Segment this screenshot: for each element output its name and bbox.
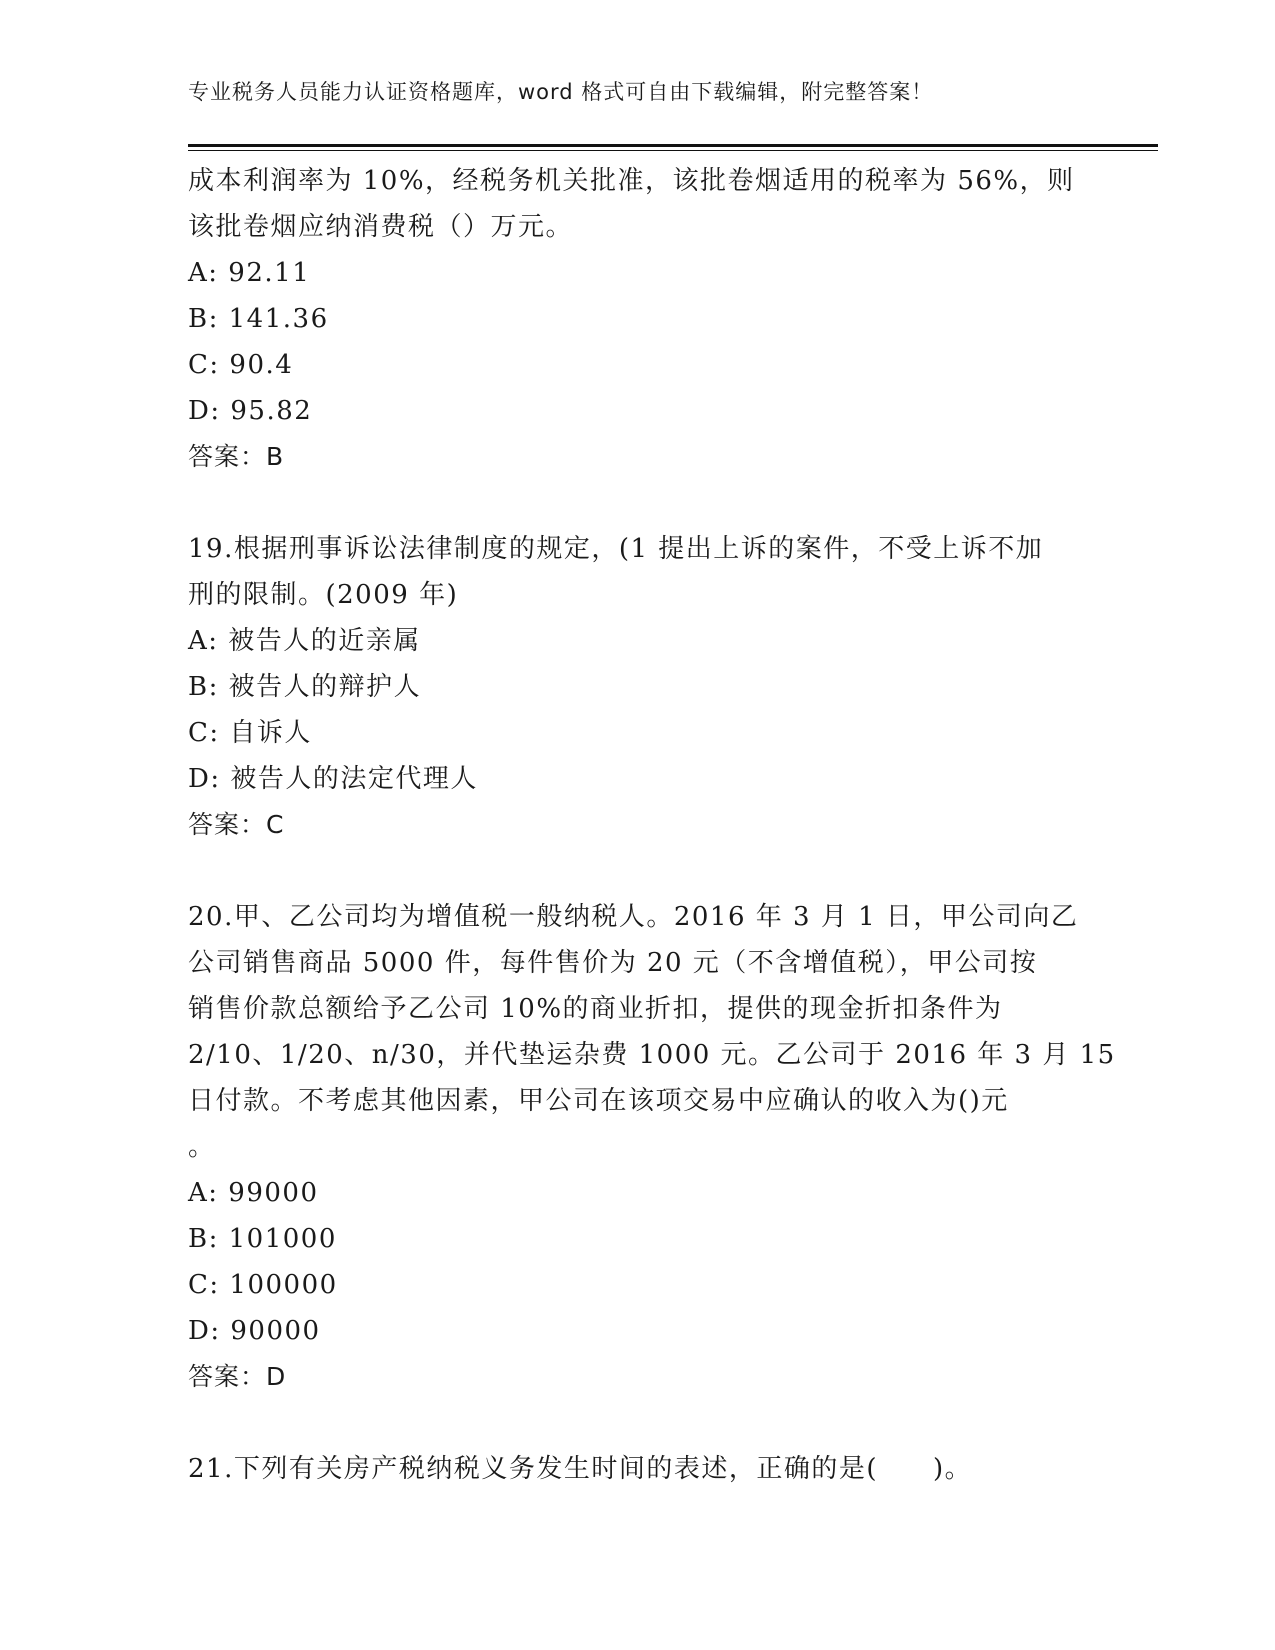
option-a: A: 被告人的近亲属: [188, 626, 421, 656]
answer-line: 答案：B: [188, 442, 285, 471]
block-spacer: [188, 1400, 1098, 1446]
question-text-line: 成本利润率为 10%，经税务机关批准，该批卷烟适用的税率为 56%，则: [188, 166, 1075, 196]
option-c: C: 100000: [188, 1270, 338, 1300]
answer-line: 答案：C: [188, 810, 285, 839]
option-c: C: 自诉人: [188, 718, 312, 748]
header-rule-thick: [188, 144, 1158, 147]
question-text-line: 日付款。不考虑其他因素，甲公司在该项交易中应确认的收入为()元: [188, 1086, 1009, 1116]
question-text-line: 刑的限制。(2009 年): [188, 580, 459, 610]
question-block: [188, 158, 1098, 480]
option-b: B: 被告人的辩护人: [188, 672, 422, 702]
page-header: 专业税务人员能力认证资格题库，word 格式可自由下载编辑，附完整答案！: [188, 80, 934, 104]
option-b: B: 101000: [188, 1224, 337, 1254]
option-b: B: 141.36: [188, 304, 329, 334]
header-rule-thin: [188, 150, 1158, 151]
question-text-line: 20.甲、乙公司均为增值税一般纳税人。2016 年 3 月 1 日，甲公司向乙: [188, 902, 1079, 932]
question-text-line: 2/10、1/20、n/30，并代垫运杂费 1000 元。乙公司于 2016 年 3 月 15: [188, 1040, 1116, 1070]
option-d: D: 90000: [188, 1316, 321, 1346]
question-text-line: 19.根据刑事诉讼法律制度的规定，(1 提出上诉的案件，不受上诉不加: [188, 534, 1044, 564]
option-a: A: 99000: [188, 1178, 319, 1208]
option-d: D: 95.82: [188, 396, 313, 426]
question-content: [188, 158, 1116, 1492]
question-block: [188, 526, 1098, 848]
question-text-line: 销售价款总额给予乙公司 10%的商业折扣，提供的现金折扣条件为: [188, 994, 1003, 1024]
question-text-line: 公司销售商品 5000 件，每件售价为 20 元（不含增值税），甲公司按: [188, 948, 1038, 978]
question-text-line: 该批卷烟应纳消费税（）万元。: [188, 212, 574, 242]
block-spacer: [188, 848, 1098, 894]
question-text-line: 21.下列有关房产税纳税义务发生时间的表述，正确的是( )。: [188, 1454, 973, 1484]
option-d: D: 被告人的法定代理人: [188, 764, 478, 794]
block-spacer: [188, 480, 1098, 526]
question-block: [188, 894, 1116, 1400]
option-a: A: 92.11: [188, 258, 311, 288]
question-text-line: 。: [188, 1132, 216, 1162]
question-block: [188, 1446, 1098, 1492]
answer-line: 答案：D: [188, 1362, 287, 1391]
option-c: C: 90.4: [188, 350, 294, 380]
